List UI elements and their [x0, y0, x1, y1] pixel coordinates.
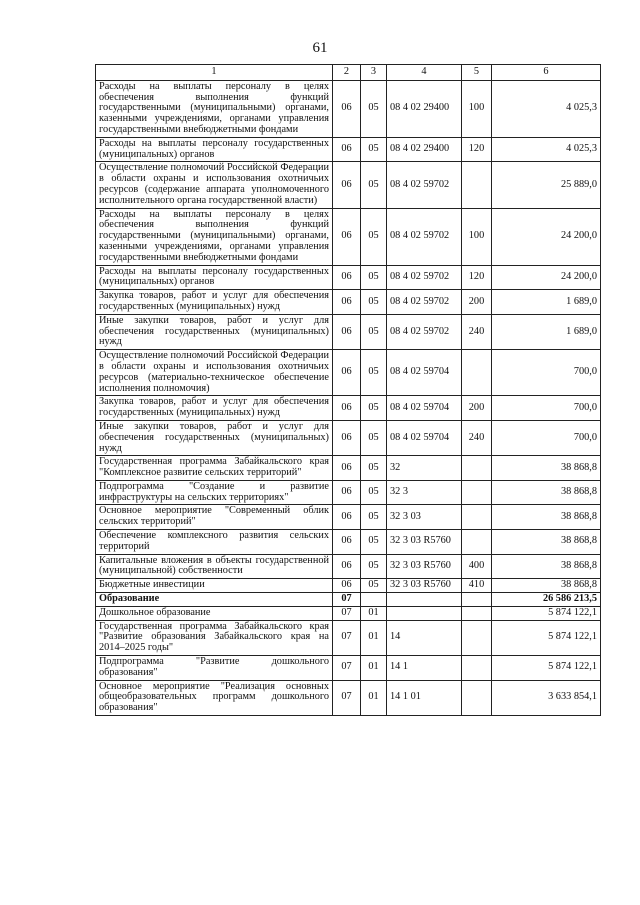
header-col-4: 4 [387, 65, 462, 81]
row-subsection: 05 [361, 554, 387, 579]
page-number: 61 [312, 40, 328, 56]
row-section: 06 [333, 137, 361, 162]
row-target-article: 08 4 02 59702 [387, 265, 462, 290]
row-amount: 38 868,8 [492, 456, 601, 481]
table-row [96, 554, 601, 579]
table-row [96, 593, 601, 607]
row-name: Подпрограмма "Создание и развитие инфраструктуры на сельских территориях" [96, 480, 333, 505]
row-target-article: 32 3 03 R5760 [387, 554, 462, 579]
row-target-article: 32 3 03 [387, 505, 462, 530]
row-expense-type [462, 656, 492, 681]
row-subsection: 01 [361, 680, 387, 715]
row-name: Осуществление полномочий Российской Федерации в области охраны и использования охотничьих ресурсов (материально-техническое обеспечение исполнения полномочия) [96, 350, 333, 396]
row-section: 06 [333, 480, 361, 505]
row-section: 07 [333, 593, 361, 607]
row-name: Бюджетные инвестиции [96, 579, 333, 593]
row-expense-type: 120 [462, 137, 492, 162]
row-name: Закупка товаров, работ и услуг для обеспечения государственных (муниципальных) нужд [96, 396, 333, 421]
row-target-article: 08 4 02 59702 [387, 290, 462, 315]
row-subsection: 05 [361, 579, 387, 593]
row-amount: 4 025,3 [492, 137, 601, 162]
row-name: Подпрограмма "Развитие дошкольного образования" [96, 656, 333, 681]
row-expense-type [462, 620, 492, 655]
row-section: 06 [333, 456, 361, 481]
row-amount: 4 025,3 [492, 80, 601, 137]
row-target-article: 08 4 02 59702 [387, 162, 462, 208]
row-section: 06 [333, 420, 361, 455]
header-col-1: 1 [96, 65, 333, 81]
row-section: 06 [333, 80, 361, 137]
row-section: 06 [333, 554, 361, 579]
row-expense-type: 410 [462, 579, 492, 593]
row-target-article: 32 [387, 456, 462, 481]
row-amount: 24 200,0 [492, 265, 601, 290]
table-row [96, 208, 601, 265]
row-subsection: 05 [361, 350, 387, 396]
row-target-article: 08 4 02 29400 [387, 80, 462, 137]
row-amount: 3 633 854,1 [492, 680, 601, 715]
row-amount: 38 868,8 [492, 480, 601, 505]
row-subsection: 05 [361, 456, 387, 481]
table-row [96, 314, 601, 349]
table-row [96, 420, 601, 455]
header-col-5: 5 [462, 65, 492, 81]
row-amount: 38 868,8 [492, 579, 601, 593]
row-amount: 25 889,0 [492, 162, 601, 208]
row-expense-type: 240 [462, 420, 492, 455]
row-target-article: 08 4 02 59704 [387, 350, 462, 396]
row-name: Капитальные вложения в объекты государственной (муниципальной) собственности [96, 554, 333, 579]
header-col-3: 3 [361, 65, 387, 81]
row-target-article: 08 4 02 59704 [387, 396, 462, 421]
table-row [96, 265, 601, 290]
row-expense-type: 200 [462, 290, 492, 315]
row-subsection: 01 [361, 606, 387, 620]
row-amount: 5 874 122,1 [492, 656, 601, 681]
row-expense-type: 100 [462, 208, 492, 265]
row-section: 06 [333, 290, 361, 315]
table-row [96, 620, 601, 655]
row-name: Расходы на выплаты персоналу в целях обеспечения выполнения функций государственными (муниципальными) органами, казенными учреждениями, органами управления государственными внебюджетными фондами [96, 208, 333, 265]
table-header-row [96, 65, 601, 81]
row-section: 06 [333, 530, 361, 555]
row-amount: 5 874 122,1 [492, 606, 601, 620]
table-row [96, 656, 601, 681]
row-subsection: 05 [361, 396, 387, 421]
row-section: 06 [333, 505, 361, 530]
row-expense-type: 100 [462, 80, 492, 137]
table-body [96, 80, 601, 715]
row-name: Государственная программа Забайкальского края "Комплексное развитие сельских территорий" [96, 456, 333, 481]
row-subsection: 01 [361, 656, 387, 681]
row-subsection: 05 [361, 208, 387, 265]
row-target-article: 08 4 02 59702 [387, 314, 462, 349]
row-target-article: 14 1 01 [387, 680, 462, 715]
row-subsection: 05 [361, 290, 387, 315]
row-name: Расходы на выплаты персоналу в целях обеспечения выполнения функций государственными (муниципальными) органами, казенными учреждениями, органами управления государственными внебюджетными фондами [96, 80, 333, 137]
row-amount: 700,0 [492, 350, 601, 396]
row-subsection: 05 [361, 505, 387, 530]
row-expense-type [462, 456, 492, 481]
table-row [96, 290, 601, 315]
table-row [96, 456, 601, 481]
row-target-article: 08 4 02 59702 [387, 208, 462, 265]
row-expense-type [462, 606, 492, 620]
row-expense-type [462, 350, 492, 396]
row-section: 06 [333, 265, 361, 290]
row-name: Образование [96, 593, 333, 607]
row-section: 06 [333, 314, 361, 349]
row-target-article: 08 4 02 59704 [387, 420, 462, 455]
row-section: 07 [333, 606, 361, 620]
row-name: Иные закупки товаров, работ и услуг для обеспечения государственных (муниципальных) нужд [96, 420, 333, 455]
row-target-article: 32 3 [387, 480, 462, 505]
row-section: 06 [333, 579, 361, 593]
row-amount: 38 868,8 [492, 530, 601, 555]
row-expense-type [462, 505, 492, 530]
row-name: Дошкольное образование [96, 606, 333, 620]
row-expense-type: 120 [462, 265, 492, 290]
table-row [96, 350, 601, 396]
row-target-article: 14 1 [387, 656, 462, 681]
row-name: Расходы на выплаты персоналу государственных (муниципальных) органов [96, 137, 333, 162]
table-row [96, 137, 601, 162]
row-subsection: 05 [361, 80, 387, 137]
row-name: Осуществление полномочий Российской Федерации в области охраны и использования охотничьих ресурсов (содержание аппарата уполномоченного исполнительного органа государственной власти) [96, 162, 333, 208]
row-name: Расходы на выплаты персоналу государственных (муниципальных) органов [96, 265, 333, 290]
table-row [96, 680, 601, 715]
row-section: 06 [333, 208, 361, 265]
table-row [96, 480, 601, 505]
row-expense-type [462, 593, 492, 607]
row-section: 06 [333, 162, 361, 208]
row-section: 07 [333, 680, 361, 715]
table-row [96, 396, 601, 421]
row-amount: 38 868,8 [492, 554, 601, 579]
row-expense-type [462, 680, 492, 715]
row-expense-type [462, 162, 492, 208]
row-subsection [361, 593, 387, 607]
row-amount: 38 868,8 [492, 505, 601, 530]
row-expense-type: 240 [462, 314, 492, 349]
budget-table [95, 64, 601, 716]
row-name: Обеспечение комплексного развития сельских территорий [96, 530, 333, 555]
row-amount: 1 689,0 [492, 290, 601, 315]
table-row [96, 505, 601, 530]
row-amount: 5 874 122,1 [492, 620, 601, 655]
table-row [96, 80, 601, 137]
row-name: Основное мероприятие "Реализация основных общеобразовательных программ дошкольного образования" [96, 680, 333, 715]
row-target-article [387, 593, 462, 607]
row-amount: 700,0 [492, 420, 601, 455]
row-expense-type: 200 [462, 396, 492, 421]
row-expense-type: 400 [462, 554, 492, 579]
row-section: 06 [333, 396, 361, 421]
row-target-article: 32 3 03 R5760 [387, 530, 462, 555]
row-target-article: 32 3 03 R5760 [387, 579, 462, 593]
row-expense-type [462, 530, 492, 555]
row-name: Иные закупки товаров, работ и услуг для обеспечения государственных (муниципальных) нужд [96, 314, 333, 349]
row-subsection: 05 [361, 480, 387, 505]
row-section: 06 [333, 350, 361, 396]
table-row [96, 162, 601, 208]
row-target-article [387, 606, 462, 620]
row-amount: 700,0 [492, 396, 601, 421]
row-subsection: 05 [361, 162, 387, 208]
row-amount: 24 200,0 [492, 208, 601, 265]
row-section: 07 [333, 656, 361, 681]
header-col-2: 2 [333, 65, 361, 81]
row-subsection: 05 [361, 420, 387, 455]
row-amount: 1 689,0 [492, 314, 601, 349]
row-subsection: 05 [361, 137, 387, 162]
row-amount: 26 586 213,5 [492, 593, 601, 607]
table-row [96, 530, 601, 555]
row-target-article: 14 [387, 620, 462, 655]
table-row [96, 606, 601, 620]
row-subsection: 05 [361, 530, 387, 555]
row-name: Государственная программа Забайкальского края "Развитие образования Забайкальского края на 2014–2025 годы" [96, 620, 333, 655]
header-col-6: 6 [492, 65, 601, 81]
row-target-article: 08 4 02 29400 [387, 137, 462, 162]
row-subsection: 05 [361, 265, 387, 290]
table-row [96, 579, 601, 593]
row-expense-type [462, 480, 492, 505]
row-name: Основное мероприятие "Современный облик сельских территорий" [96, 505, 333, 530]
row-name: Закупка товаров, работ и услуг для обеспечения государственных (муниципальных) нужд [96, 290, 333, 315]
row-subsection: 01 [361, 620, 387, 655]
row-subsection: 05 [361, 314, 387, 349]
row-section: 07 [333, 620, 361, 655]
